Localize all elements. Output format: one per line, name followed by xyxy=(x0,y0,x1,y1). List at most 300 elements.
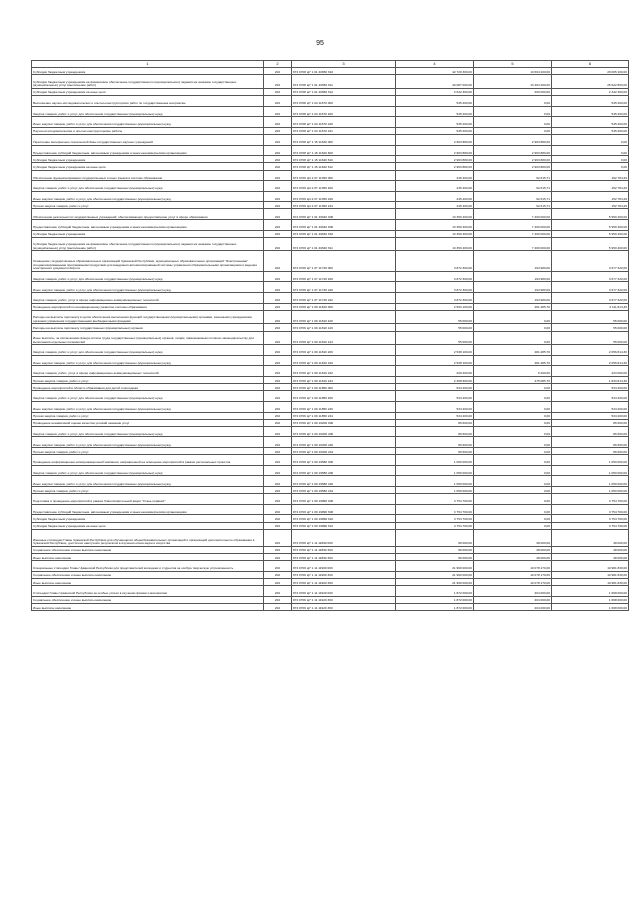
table-row xyxy=(32,355,629,366)
row-value-executed: 48 000,00 xyxy=(474,529,552,546)
row-value-total: 3 754 700,00 xyxy=(396,522,474,529)
row-value-total: 245 400,00 xyxy=(396,191,474,202)
row-value-remaining: 0,00 xyxy=(552,145,629,156)
row-name: Специальные стипендии Главы Чувашской Республики для представителей молодежи и студентов за особую творческую устремленность xyxy=(32,561,264,572)
row-value-remaining: 86 600,00 xyxy=(552,419,629,426)
row-code: 202 xyxy=(264,106,292,117)
row-value-executed: 0,00 xyxy=(474,310,552,324)
row-value-executed: 0,00 xyxy=(474,448,552,455)
row-value-total: 96 000,00 xyxy=(396,529,474,546)
row-code: 202 xyxy=(264,476,292,487)
row-value-total: 2 642 300,00 xyxy=(396,88,474,95)
row-classification: 874 0709 Ц7 1 07 11740 000 xyxy=(292,251,396,271)
row-value-executed: 48 000,00 xyxy=(474,546,552,553)
row-value-executed: 2 963 880,00 xyxy=(474,156,552,163)
row-value-total: 229 200,00 xyxy=(396,366,474,377)
row-value-remaining: 48 000,00 xyxy=(552,553,629,560)
row-classification: 874 0709 Ц7 1 11 11890 300 xyxy=(292,546,396,553)
row-name: Иные закупки товаров, работ и услуг для обеспечения государственных (муниципальных) нужд xyxy=(32,355,264,366)
row-classification: 874 0709 Ц7 1 09 19580 240 xyxy=(292,476,396,487)
row-code: 202 xyxy=(264,230,292,237)
row-value-executed: 92 615,71 xyxy=(474,191,552,202)
table-row xyxy=(32,571,629,578)
row-value-executed: 194 980,00 xyxy=(474,251,552,271)
row-code: 202 xyxy=(264,437,292,448)
row-classification: 874 0709 Ц7 1 07 11740 240 xyxy=(292,282,396,293)
row-value-remaining: 1 668 000,00 xyxy=(552,596,629,603)
row-value-remaining: 0,00 xyxy=(552,156,629,163)
row-name: Стипендии Главы Чувашской Республики за особые успехи в изучении физики и математики xyxy=(32,586,264,597)
row-value-total: 534 200,00 xyxy=(396,412,474,419)
row-value-total: 1 872 000,00 xyxy=(396,603,474,610)
table-row xyxy=(32,163,629,170)
row-code: 202 xyxy=(264,401,292,412)
row-value-total: 3 754 700,00 xyxy=(396,515,474,522)
row-value-total: 21 960 000,00 xyxy=(396,561,474,572)
row-value-executed: 0,00 xyxy=(474,127,552,134)
row-classification: 874 0708 Ц7 1 04 11670 240 xyxy=(292,117,396,128)
row-name: Закупка товаров, работ и услуг для обеспечения государственных (муниципальных) нужд xyxy=(32,426,264,437)
row-value-executed: 7 400 000,00 xyxy=(474,230,552,237)
row-value-total: 1 872 000,00 xyxy=(396,586,474,597)
row-value-executed: 7 400 000,00 xyxy=(474,220,552,231)
row-value-executed: 0,00 xyxy=(474,391,552,402)
row-code: 202 xyxy=(264,303,292,310)
row-name: Социальное обеспечение и иные выплаты населению xyxy=(32,571,264,578)
row-name: Прочая закупка товаров, работ и услуг xyxy=(32,487,264,494)
row-value-executed: 0,00 xyxy=(474,504,552,515)
row-value-executed: 475 085,70 xyxy=(474,376,552,383)
row-value-remaining: 3 677 320,00 xyxy=(552,271,629,282)
row-classification: 874 0709 Ц7 1 09 19890 612 xyxy=(292,522,396,529)
table-row xyxy=(32,156,629,163)
row-value-executed: 0,00 xyxy=(474,465,552,476)
row-value-total: 2 963 880,00 xyxy=(396,163,474,170)
row-value-remaining: 1 833 814,30 xyxy=(552,376,629,383)
row-value-total: 2 538 100,00 xyxy=(396,345,474,356)
row-classification: 874 0708 Ц7 1 04 11670 241 xyxy=(292,127,396,134)
row-code: 202 xyxy=(264,419,292,426)
row-classification: 874 0709 Ц7 1 11 11920 000 xyxy=(292,586,396,597)
row-name: Закупка товаров, работ и услуг для обеспечения государственных (муниципальных) нужд xyxy=(32,391,264,402)
row-value-total: 545 200,00 xyxy=(396,117,474,128)
row-code: 202 xyxy=(264,553,292,560)
row-value-remaining: 545 200,00 xyxy=(552,127,629,134)
row-value-executed: 92 615,71 xyxy=(474,170,552,181)
row-code: 202 xyxy=(264,487,292,494)
row-value-executed: 0,00 xyxy=(474,476,552,487)
row-code: 202 xyxy=(264,603,292,610)
col-header-2: 2 xyxy=(264,61,292,68)
row-value-remaining: 1 668 000,00 xyxy=(552,603,629,610)
row-name: Субсидии бюджетным учреждениям на финансовое обеспечение государственного (муниципального) задания на оказание государственных (муниципальных) услуг (выполнение работ) xyxy=(32,237,264,251)
row-name: Прочая закупка товаров, работ и услуг xyxy=(32,448,264,455)
row-name: Оснащение государственных образовательных организаций Чувашской Республики, муниципальных образовательных организаций "Электронными" специализированными программными продуктами для внедрения автоматизированной системы управления образовательными организациями и ведения электронного документооборота xyxy=(32,251,264,271)
row-name: Проведение информационно-коммуникационной кампании, направленной на освещение мероприятий в рамках региональных проектов xyxy=(32,455,264,466)
row-value-remaining: 0,00 xyxy=(552,163,629,170)
row-classification: 874 0709 Ц7 1 11 11920 300 xyxy=(292,596,396,603)
table-row xyxy=(32,209,629,220)
row-value-total: 245 400,00 xyxy=(396,202,474,209)
row-value-remaining: 86 600,00 xyxy=(552,437,629,448)
row-classification: 874 0709 Ц7 1 09 11810 000 xyxy=(292,303,396,310)
row-classification: 874 0709 Ц4 2 07 11350 240 xyxy=(292,191,396,202)
row-classification: 874 0709 Ц7 1 09 16200 200 xyxy=(292,426,396,437)
row-value-total: 534 200,00 xyxy=(396,384,474,391)
row-code: 202 xyxy=(264,412,292,419)
table-row xyxy=(32,448,629,455)
row-value-total: 3 754 700,00 xyxy=(396,494,474,505)
row-value-total: 3 872 300,00 xyxy=(396,251,474,271)
table-row xyxy=(32,88,629,95)
table-row xyxy=(32,476,629,487)
col-header-6: 6 xyxy=(552,61,629,68)
row-name: Проведение мероприятий по инновационному развитию системы образования xyxy=(32,303,264,310)
row-value-remaining: 3 754 700,00 xyxy=(552,522,629,529)
row-value-executed: 2 963 880,00 xyxy=(474,134,552,145)
header-row xyxy=(32,61,629,68)
row-value-total: 2 963 880,00 xyxy=(396,156,474,163)
row-code: 202 xyxy=(264,355,292,366)
row-code: 202 xyxy=(264,271,292,282)
table-row xyxy=(32,487,629,494)
row-classification: 874 0709 Ц7 1 11 11920 360 xyxy=(292,603,396,610)
table-row xyxy=(32,251,629,271)
row-code: 202 xyxy=(264,68,292,75)
table-row xyxy=(32,310,629,324)
row-value-executed: 0,00 xyxy=(474,455,552,466)
table-row xyxy=(32,465,629,476)
table-row xyxy=(32,419,629,426)
row-code: 202 xyxy=(264,293,292,304)
table-body xyxy=(32,68,629,611)
table-row xyxy=(32,181,629,192)
row-code: 202 xyxy=(264,331,292,345)
row-classification: 874 0709 Ц7 1 09 11810 244 xyxy=(292,376,396,383)
row-code: 202 xyxy=(264,220,292,231)
row-name: Иные закупки товаров, работ и услуг для обеспечения государственных (муниципальных) нужд xyxy=(32,191,264,202)
row-code: 202 xyxy=(264,522,292,529)
row-name: Субсидии бюджетным учреждениям на иные цели xyxy=(32,522,264,529)
row-classification: 874 0709 Ц7 1 11 11900 300 xyxy=(292,571,396,578)
row-value-executed: 10 078 170,00 xyxy=(474,578,552,585)
row-name: Закупка товаров, работ, услуг в сфере информационно-коммуникационных технологий xyxy=(32,293,264,304)
row-code: 202 xyxy=(264,448,292,455)
row-value-remaining: 1 050 000,00 xyxy=(552,476,629,487)
table-row xyxy=(32,68,629,75)
row-code: 202 xyxy=(264,156,292,163)
row-name: Иные закупки товаров, работ и услуг для обеспечения государственных (муниципальных) нужд xyxy=(32,282,264,293)
row-name: Социальное обеспечение и иные выплаты населению xyxy=(32,596,264,603)
table-row xyxy=(32,586,629,597)
row-code: 202 xyxy=(264,237,292,251)
row-value-total: 2 963 880,00 xyxy=(396,134,474,145)
row-value-remaining: 534 200,00 xyxy=(552,412,629,419)
row-name: Иные выплаты населению xyxy=(32,553,264,560)
table-row xyxy=(32,578,629,585)
row-value-executed: 92 615,71 xyxy=(474,202,552,209)
row-value-total: 1 872 000,00 xyxy=(396,596,474,603)
row-name: Субсидии бюджетным учреждениям на иные цели xyxy=(32,88,264,95)
row-name: Расходы на выплаты персоналу в целях обеспечения выполнения функций государственными (муниципальными) органами, казенными учреждениями, органами управления государственными внебюджетными фондами xyxy=(32,310,264,324)
row-classification: 874 0709 Ц7 1 09 16200 000 xyxy=(292,419,396,426)
row-code: 202 xyxy=(264,134,292,145)
row-classification: 874 0709 Ц7 1 09 11850 240 xyxy=(292,401,396,412)
row-value-executed: 0,00 xyxy=(474,426,552,437)
row-name: Обеспечение функционирования государственных и иных языков в системе образования xyxy=(32,170,264,181)
table-row xyxy=(32,376,629,383)
row-value-remaining: 3 754 700,00 xyxy=(552,515,629,522)
row-value-total: 40 087 000,00 xyxy=(396,75,474,89)
row-code: 202 xyxy=(264,145,292,156)
row-value-executed: 0,00 xyxy=(474,324,552,331)
row-code: 202 xyxy=(264,88,292,95)
row-value-total: 55 000,00 xyxy=(396,331,474,345)
row-value-remaining: 545 200,00 xyxy=(552,106,629,117)
table-row xyxy=(32,220,629,231)
row-value-executed: 194 980,00 xyxy=(474,282,552,293)
row-name: Социальное обеспечение и иные выплаты населению xyxy=(32,546,264,553)
row-code: 202 xyxy=(264,202,292,209)
table-row xyxy=(32,366,629,377)
row-value-total: 545 200,00 xyxy=(396,127,474,134)
row-value-total: 21 960 000,00 xyxy=(396,578,474,585)
row-value-remaining: 5 950 400,00 xyxy=(552,209,629,220)
row-value-executed: 0,00 xyxy=(474,331,552,345)
row-value-executed: 13 464 200,00 xyxy=(474,75,552,89)
row-code: 202 xyxy=(264,384,292,391)
row-classification: 874 0709 Ц4 2 07 11350 000 xyxy=(292,170,396,181)
row-value-executed: 0,00 xyxy=(474,401,552,412)
row-value-remaining: 26 622 800,00 xyxy=(552,75,629,89)
row-code: 202 xyxy=(264,455,292,466)
row-value-remaining: 152 784,29 xyxy=(552,202,629,209)
row-name: Закупка товаров, работ и услуг для обеспечения государственных (муниципальных) нужд xyxy=(32,181,264,192)
table-row xyxy=(32,546,629,553)
row-value-remaining: 3 754 700,00 xyxy=(552,504,629,515)
row-classification: 874 0709 Ц7 1 09 11810 240 xyxy=(292,355,396,366)
row-code: 202 xyxy=(264,366,292,377)
row-code: 202 xyxy=(264,515,292,522)
row-value-remaining: 48 000,00 xyxy=(552,546,629,553)
row-name: Закупка товаров, работ и услуг для обеспечения государственных (муниципальных) нужд xyxy=(32,345,264,356)
row-name: Научно-исследовательские и опытно-конструкторские работы xyxy=(32,127,264,134)
row-name: Обеспечение деятельности государственных учреждений, обеспечивающих предоставление услуг в сфере образования xyxy=(32,209,264,220)
table-row xyxy=(32,603,629,610)
row-code: 202 xyxy=(264,529,292,546)
table-row xyxy=(32,529,629,546)
row-value-executed: 0,00 xyxy=(474,384,552,391)
row-value-remaining: 152 784,29 xyxy=(552,170,629,181)
table-row xyxy=(32,345,629,356)
row-value-remaining: 86 600,00 xyxy=(552,448,629,455)
row-value-total: 545 200,00 xyxy=(396,95,474,106)
row-code: 202 xyxy=(264,426,292,437)
row-value-total: 1 050 000,00 xyxy=(396,487,474,494)
row-name: Иные закупки товаров, работ и услуг для обеспечения государственных (муниципальных) нужд xyxy=(32,437,264,448)
row-value-remaining: 2 442 300,00 xyxy=(552,88,629,95)
row-classification: 874 0709 Ц7 1 09 16200 244 xyxy=(292,448,396,455)
row-code: 202 xyxy=(264,191,292,202)
table-row xyxy=(32,271,629,282)
row-value-executed: 194 980,00 xyxy=(474,271,552,282)
row-value-executed: 0,00 xyxy=(474,437,552,448)
row-name: Иные закупки товаров, работ и услуг для обеспечения государственных (муниципальных) нужд xyxy=(32,401,264,412)
row-value-total: 86 600,00 xyxy=(396,419,474,426)
row-value-remaining: 29 065 100,00 xyxy=(552,68,629,75)
table-row xyxy=(32,331,629,345)
table-row xyxy=(32,282,629,293)
row-value-executed: 7 400 000,00 xyxy=(474,237,552,251)
row-value-remaining: 152 784,29 xyxy=(552,191,629,202)
row-value-total: 42 729 300,00 xyxy=(396,68,474,75)
row-name: Закупка товаров, работ и услуг для обеспечения государственных (муниципальных) нужд xyxy=(32,271,264,282)
row-value-executed: 481 285,70 xyxy=(474,345,552,356)
row-value-remaining: 55 000,00 xyxy=(552,331,629,345)
row-value-executed: 6 200,00 xyxy=(474,366,552,377)
row-value-remaining: 545 200,00 xyxy=(552,95,629,106)
row-value-executed: 204 000,00 xyxy=(474,596,552,603)
row-name: Иные закупки товаров, работ и услуг для обеспечения государственных (муниципальных) нужд xyxy=(32,476,264,487)
row-classification: 874 0709 Ц7 1 01 40640 000 xyxy=(292,209,396,220)
row-classification: 874 0709 Ц7 1 09 11810 120 xyxy=(292,324,396,331)
table-row xyxy=(32,293,629,304)
row-code: 202 xyxy=(264,170,292,181)
row-value-total: 2 593 100,00 xyxy=(396,303,474,310)
row-value-executed: 2 963 880,00 xyxy=(474,163,552,170)
row-classification: 874 0709 Ц7 1 09 11810 200 xyxy=(292,345,396,356)
col-header-4: 4 xyxy=(396,61,474,68)
row-value-executed: 0,00 xyxy=(474,106,552,117)
table-row xyxy=(32,515,629,522)
table-row xyxy=(32,106,629,117)
row-value-executed: 194 980,00 xyxy=(474,293,552,304)
row-code: 202 xyxy=(264,578,292,585)
row-name: Закупка товаров, работ и услуг для обеспечения государственных (муниципальных) нужд xyxy=(32,465,264,476)
row-value-total: 2 538 100,00 xyxy=(396,355,474,366)
row-name: Закупка товаров, работ и услуг для обеспечения государственных (муниципальных) нужд xyxy=(32,106,264,117)
row-name: Иные выплаты населению xyxy=(32,578,264,585)
row-value-executed: 0,00 xyxy=(474,412,552,419)
row-value-remaining: 2 111 814,30 xyxy=(552,303,629,310)
row-value-remaining: 10 981 830,00 xyxy=(552,578,629,585)
row-value-executed: 0,00 xyxy=(474,494,552,505)
row-value-executed: 481 285,70 xyxy=(474,355,552,366)
row-value-total: 3 872 300,00 xyxy=(396,271,474,282)
row-code: 202 xyxy=(264,117,292,128)
row-code: 202 xyxy=(264,561,292,572)
row-value-remaining: 55 000,00 xyxy=(552,310,629,324)
row-classification: 874 0708 Ц7 1 15 11620 000 xyxy=(292,134,396,145)
row-value-remaining: 223 000,00 xyxy=(552,366,629,377)
row-classification: 874 0709 Ц7 1 01 40640 600 xyxy=(292,220,396,231)
row-value-remaining: 3 677 320,00 xyxy=(552,293,629,304)
row-value-executed: 0,00 xyxy=(474,487,552,494)
row-value-remaining: 3 754 700,00 xyxy=(552,494,629,505)
table-row xyxy=(32,494,629,505)
row-value-total: 1 050 000,00 xyxy=(396,465,474,476)
row-value-total: 245 400,00 xyxy=(396,170,474,181)
row-name: Выполнение научно-исследовательских и опытно-конструкторских работ по государственным контрактам xyxy=(32,95,264,106)
row-name: Предоставление субсидий бюджетным, автономным учреждениям и иным некоммерческим организациям xyxy=(32,220,264,231)
row-value-total: 13 350 400,00 xyxy=(396,220,474,231)
row-value-total: 21 960 000,00 xyxy=(396,571,474,578)
row-value-remaining: 3 677 320,00 xyxy=(552,251,629,271)
row-code: 202 xyxy=(264,586,292,597)
row-value-remaining: 10 981 830,00 xyxy=(552,571,629,578)
row-value-executed: 204 000,00 xyxy=(474,603,552,610)
row-value-executed: 0,00 xyxy=(474,522,552,529)
row-code: 202 xyxy=(264,75,292,89)
row-value-remaining: 5 950 400,00 xyxy=(552,220,629,231)
row-value-remaining: 2 056 814,30 xyxy=(552,345,629,356)
row-value-executed: 0,00 xyxy=(474,515,552,522)
row-value-total: 534 200,00 xyxy=(396,401,474,412)
table-row xyxy=(32,324,629,331)
row-value-total: 86 600,00 xyxy=(396,437,474,448)
row-code: 202 xyxy=(264,494,292,505)
row-classification: 874 0709 Ц7 1 01 40640 611 xyxy=(292,237,396,251)
row-code: 202 xyxy=(264,95,292,106)
row-code: 202 xyxy=(264,163,292,170)
row-classification: 874 0709 Ц7 1 11 11900 360 xyxy=(292,578,396,585)
row-classification: 874 0709 Ц7 1 09 19890 610 xyxy=(292,515,396,522)
row-classification: 874 0709 Ц4 2 07 11350 200 xyxy=(292,181,396,192)
row-name: Субсидии бюджетным учреждениям xyxy=(32,156,264,163)
row-value-total: 13 350 400,00 xyxy=(396,230,474,237)
table-row xyxy=(32,237,629,251)
row-classification: 874 0708 Ц7 1 04 11670 000 xyxy=(292,95,396,106)
row-code: 202 xyxy=(264,376,292,383)
row-classification: 874 0709 Ц7 1 09 19890 600 xyxy=(292,504,396,515)
row-name: Именные стипендии Главы Чувашской Республики для обучающихся общеобразовательных организаций и организаций дополнительного образования в Чувашской Республике, достигших наилучших результатов в изучении основ науки и искусства xyxy=(32,529,264,546)
row-name: Прочая закупка товаров, работ и услуг xyxy=(32,412,264,419)
row-code: 202 xyxy=(264,546,292,553)
row-name: Предоставление субсидий бюджетным, автономным учреждениям и иным некоммерческим организациям xyxy=(32,145,264,156)
row-value-remaining: 534 200,00 xyxy=(552,384,629,391)
row-value-total: 13 350 400,00 xyxy=(396,237,474,251)
table-row xyxy=(32,191,629,202)
row-value-total: 55 000,00 xyxy=(396,310,474,324)
row-name: Иные закупки товаров, работ и услуг для обеспечения государственных (муниципальных) нужд xyxy=(32,117,264,128)
table-row xyxy=(32,134,629,145)
table-row xyxy=(32,127,629,134)
table-row xyxy=(32,455,629,466)
table-row xyxy=(32,522,629,529)
row-value-total: 1 050 000,00 xyxy=(396,455,474,466)
row-classification: 874 0708 Ц7 1 01 40650 611 xyxy=(292,75,396,89)
row-value-total: 86 600,00 xyxy=(396,448,474,455)
table-row xyxy=(32,75,629,89)
row-classification: 874 0708 Ц7 1 15 11620 610 xyxy=(292,156,396,163)
row-classification: 874 0708 Ц7 1 15 11620 600 xyxy=(292,145,396,156)
row-value-remaining: 1 050 000,00 xyxy=(552,465,629,476)
row-classification: 874 0709 Ц7 1 07 11740 242 xyxy=(292,293,396,304)
row-value-executed: 13 664 200,00 xyxy=(474,68,552,75)
row-value-executed: 0,00 xyxy=(474,95,552,106)
table-row xyxy=(32,95,629,106)
table-row xyxy=(32,437,629,448)
row-code: 202 xyxy=(264,465,292,476)
table-row xyxy=(32,145,629,156)
row-name: Закупка товаров, работ, услуг в сфере информационно-коммуникационных технологий xyxy=(32,366,264,377)
row-value-total: 3 872 300,00 xyxy=(396,293,474,304)
row-code: 202 xyxy=(264,251,292,271)
row-value-remaining: 545 200,00 xyxy=(552,117,629,128)
row-classification: 874 0709 Ц7 1 09 11850 244 xyxy=(292,412,396,419)
row-value-total: 2 308 900,00 xyxy=(396,376,474,383)
table-row xyxy=(32,303,629,310)
